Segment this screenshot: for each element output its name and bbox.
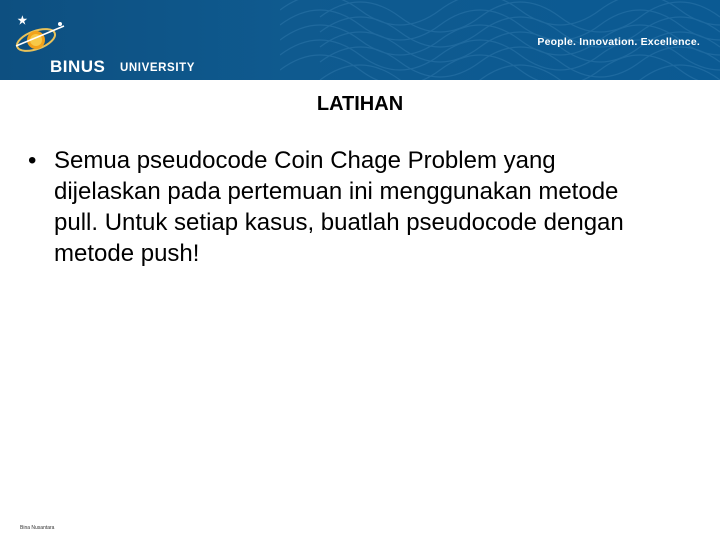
bullet-icon: • [28, 147, 37, 174]
slide-footer: Bina Nusantara [20, 525, 55, 531]
bullet-text: Semua pseudocode Coin Chage Problem yang dijelaskan pada pertemuan ini menggunakan metode pull. Untuk setiap kasus, buatlah pseudocode dengan metode push! [54, 147, 624, 267]
slide-title: LATIHAN [316, 93, 404, 115]
binus-logo [14, 14, 214, 76]
header-tagline: People. Innovation. Excellence. [537, 36, 700, 48]
bullet-item [28, 145, 668, 269]
logo-wordmark: BINUS [50, 57, 106, 76]
slide-header [0, 0, 720, 80]
slide-body [28, 145, 668, 269]
logo-subtitle: UNIVERSITY [120, 62, 196, 74]
